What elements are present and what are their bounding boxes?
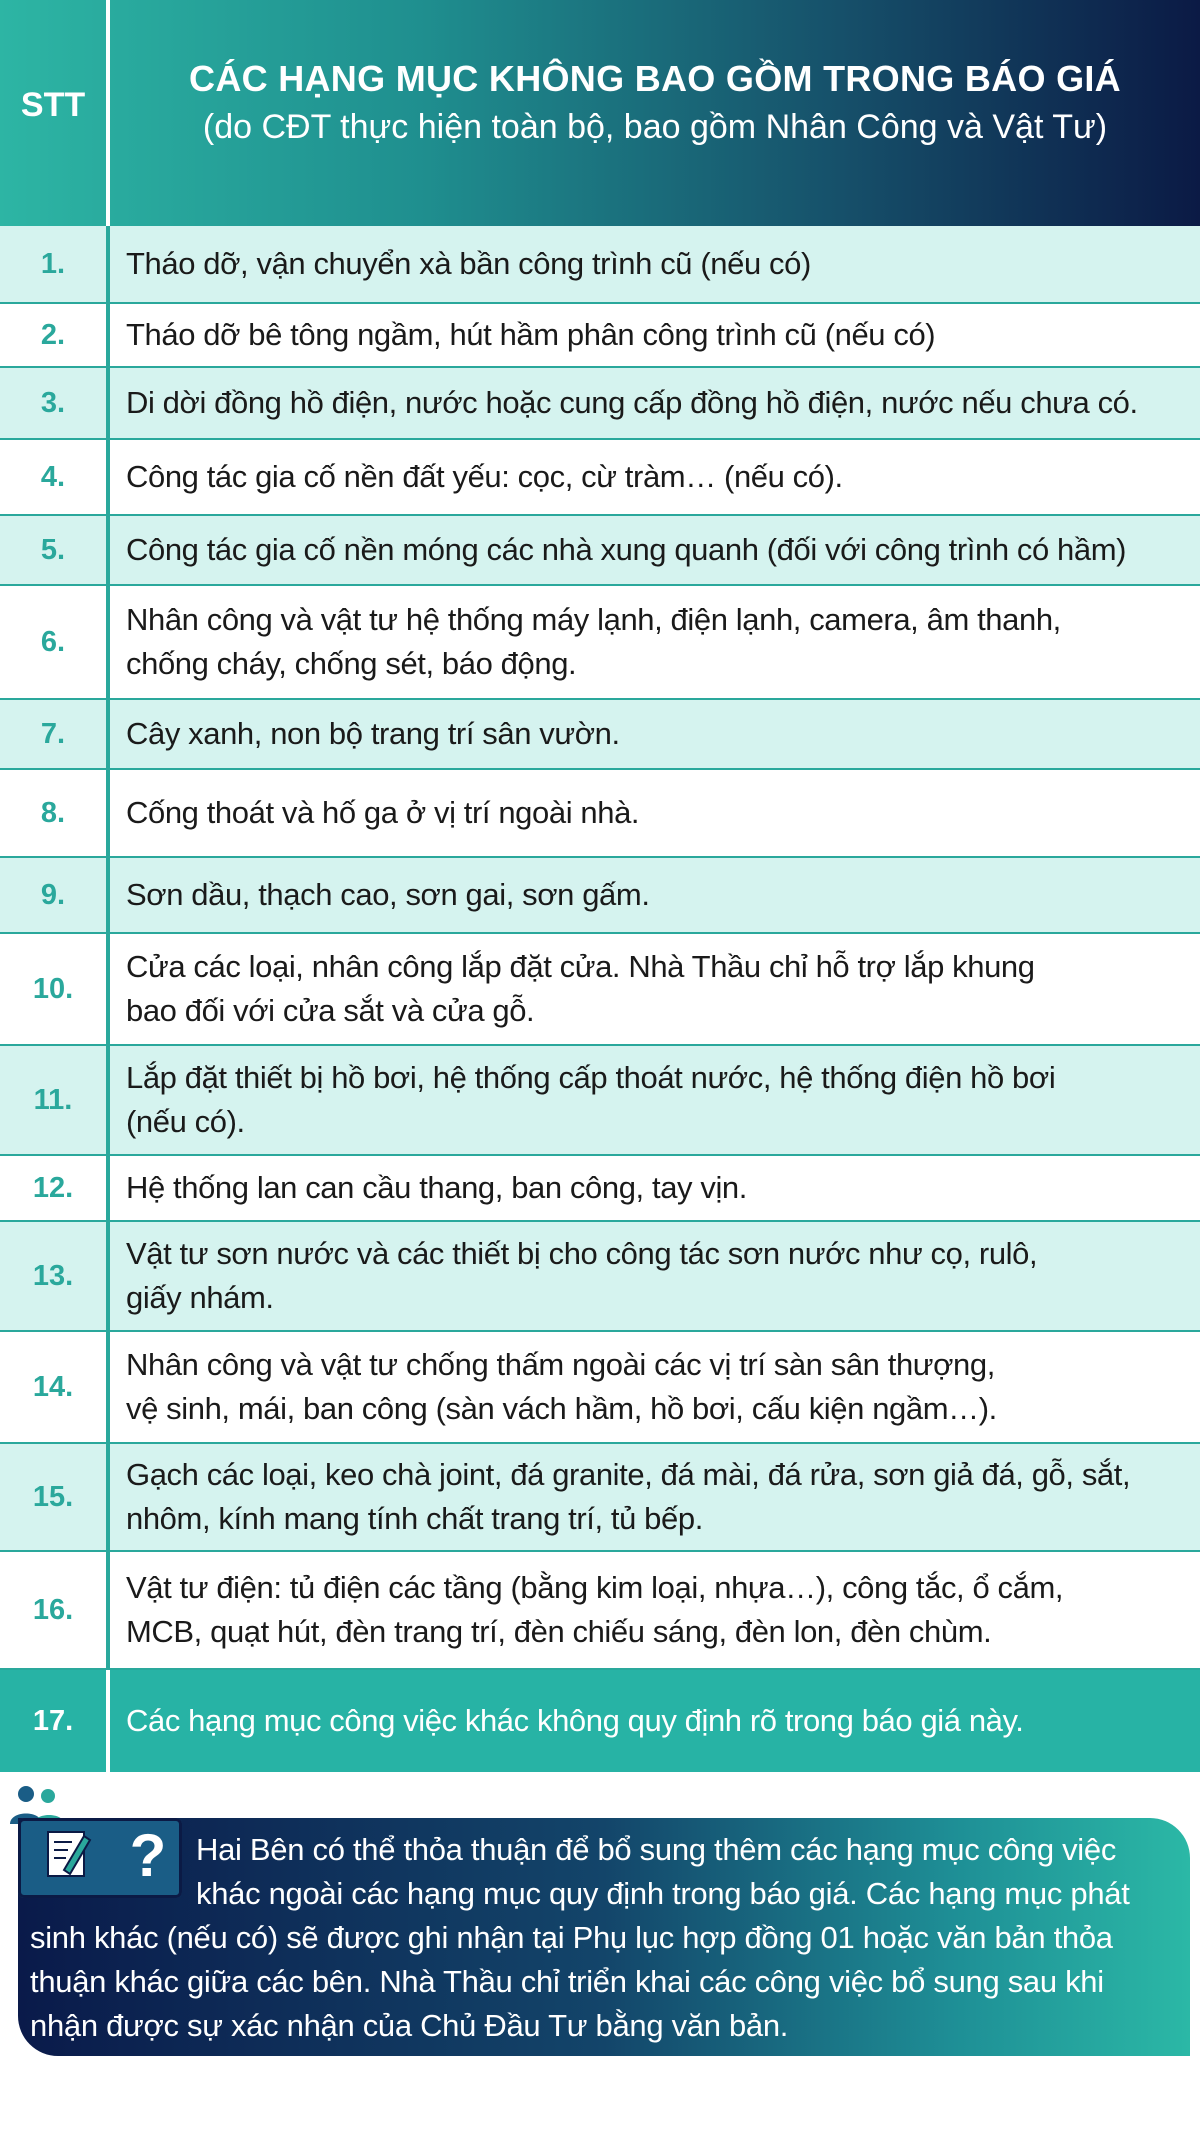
row-number: 1. (40, 247, 66, 280)
row-number: 3. (40, 386, 66, 419)
row-text: Tháo dỡ, vận chuyển xà bần công trình cũ (nếu có) (126, 246, 811, 281)
row-text: Di dời đồng hồ điện, nước hoặc cung cấp đồng hồ điện, nước nếu chưa có. (126, 385, 1138, 420)
row-text: Tháo dỡ bê tông ngầm, hút hầm phân công trình cũ (nếu có) (126, 317, 936, 352)
row-number: 13. (32, 1259, 74, 1292)
row-number: 16. (32, 1593, 74, 1626)
row-text: Các hạng mục công việc khác không quy định rõ trong báo giá này. (126, 1703, 1024, 1738)
row-number: 10. (32, 972, 74, 1005)
row-number: 5. (40, 533, 66, 566)
row-text: Hệ thống lan can cầu thang, ban công, tay vịn. (126, 1170, 747, 1205)
row-text: Sơn dầu, thạch cao, sơn gai, sơn gấm. (126, 877, 650, 912)
row-number: 12. (32, 1171, 74, 1204)
question-icon: ? (129, 1822, 167, 1889)
row-text: Công tác gia cố nền đất yếu: cọc, cừ tràm… (nếu có). (126, 459, 843, 494)
table-row (0, 226, 1200, 304)
row-number: 14. (32, 1370, 74, 1403)
items-table (0, 226, 1200, 1772)
row-text: Cửa các loại, nhân công lắp đặt cửa. Nhà Thầu chỉ hỗ trợ lắp khung bao đối với cửa sắt và cửa gỗ. (126, 949, 1035, 1028)
row-number: 2. (40, 318, 66, 351)
row-text: Công tác gia cố nền móng các nhà xung quanh (đối với công trình có hầm) (126, 532, 1127, 567)
table-row-final (0, 1670, 1200, 1772)
table-row (0, 1156, 1200, 1222)
row-number: 17. (32, 1704, 74, 1737)
table-row (0, 1332, 1200, 1444)
table-row (0, 934, 1200, 1046)
row-number: 15. (32, 1480, 74, 1513)
row-text: Nhân công và vật tư chống thấm ngoài các vị trí sàn sân thượng, vệ sinh, mái, ban công (sàn vách hầm, hồ bơi, cấu kiện ngầm…). (126, 1347, 997, 1426)
table-row (0, 1444, 1200, 1552)
table-row (0, 1046, 1200, 1156)
table-row (0, 770, 1200, 858)
table-row (0, 858, 1200, 934)
table-row (0, 1552, 1200, 1670)
row-number: 6. (40, 625, 66, 658)
note-text: Hai Bên có thể thỏa thuận để bổ sung thêm các hạng mục công việc khác ngoài các hạng mục quy định trong báo giá. Các hạng mục phát sinh khác (nếu có) sẽ được ghi nhận tại Phụ lục hợp đồng 01 hoặc văn bản thỏa thuận khác giữa các bên. Nhà Thầu chỉ triển khai các công việc bổ sung sau khi nhận được sự xác nhận của Chủ Đầu Tư bằng văn bản. (30, 1832, 1130, 2043)
table-row (0, 440, 1200, 516)
row-text: Vật tư sơn nước và các thiết bị cho công tác sơn nước như cọ, rulô, giấy nhám. (126, 1236, 1038, 1315)
row-text: Vật tư điện: tủ điện các tầng (bằng kim loại, nhựa…), công tắc, ổ cắm, MCB, quạt hút, đèn trang trí, đèn chiếu sáng, đèn lon, đèn chùm. (126, 1570, 1064, 1649)
row-text: Cây xanh, non bộ trang trí sân vườn. (126, 716, 620, 751)
table-row (0, 1222, 1200, 1332)
row-text: Gạch các loại, keo chà joint, đá granite, đá mài, đá rửa, sơn giả đá, gỗ, sắt, nhôm, kính mang tính chất trang trí, tủ bếp. (126, 1457, 1131, 1536)
row-number: 11. (33, 1083, 73, 1116)
row-number: 8. (40, 796, 66, 829)
row-number: 4. (40, 460, 66, 493)
page-title: CÁC HẠNG MỤC KHÔNG BAO GỒM TRONG BÁO GIÁ (189, 58, 1121, 99)
row-text: Nhân công và vật tư hệ thống máy lạnh, điện lạnh, camera, âm thanh, chống cháy, chống sét, báo động. (126, 602, 1061, 681)
row-text: Cống thoát và hố ga ở vị trí ngoài nhà. (126, 795, 640, 830)
row-text: Lắp đặt thiết bị hồ bơi, hệ thống cấp thoát nước, hệ thống điện hồ bơi (nếu có). (126, 1060, 1056, 1139)
table-row (0, 586, 1200, 700)
page-subtitle: (do CĐT thực hiện toàn bộ, bao gồm Nhân Công và Vật Tư) (202, 108, 1108, 146)
row-number: 9. (40, 878, 66, 911)
table-row (0, 700, 1200, 770)
row-number: 7. (40, 717, 66, 750)
stt-column-header: STT (20, 85, 86, 124)
table-row (0, 304, 1200, 368)
table-row (0, 368, 1200, 440)
table-row (0, 516, 1200, 586)
